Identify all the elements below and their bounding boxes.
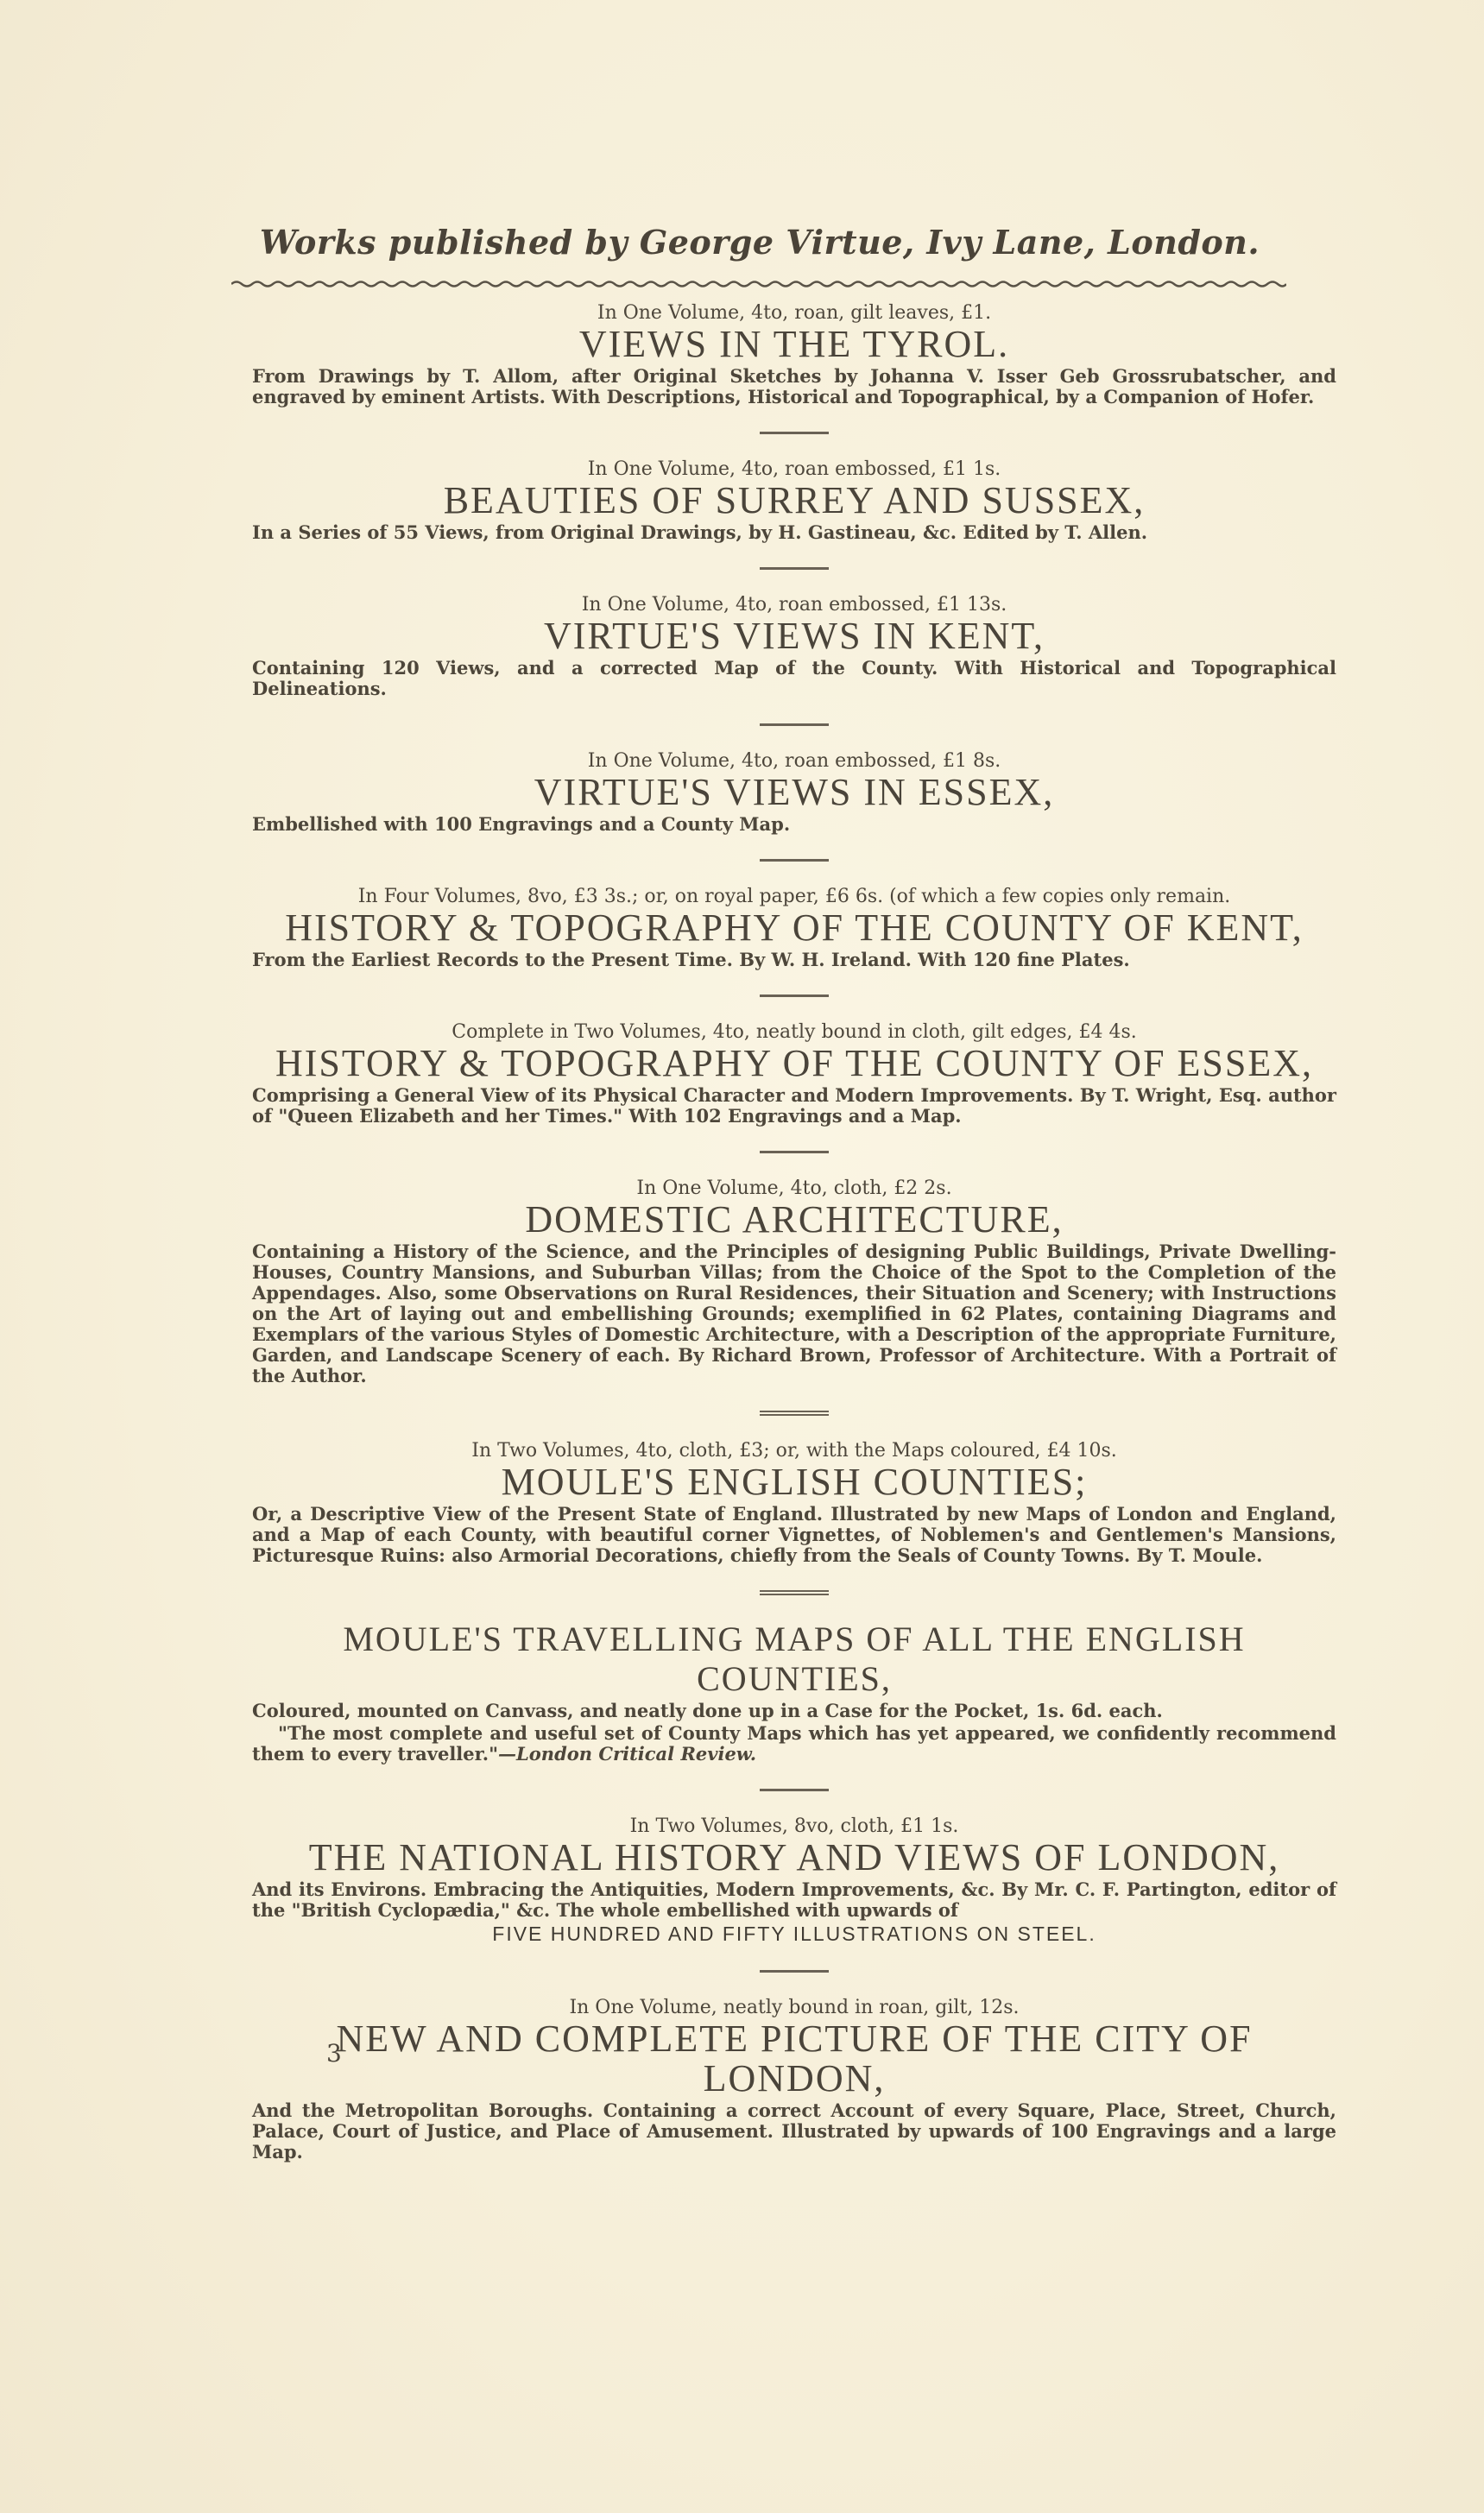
entry-edition: In Two Volumes, 8vo, cloth, £1 1s. xyxy=(629,1815,959,1837)
entry-description: In a Series of 55 Views, from Original Drawings, by H. Gastineau, &c. Edited by T. Allen. xyxy=(252,521,1148,543)
entry-description: And its Environs. Embracing the Antiquities, Modern Improvements, &c. By Mr. C. F. Partington, editor of the "British Cyclopædia," &c. The whole embellished with upwards of xyxy=(252,1878,1336,1921)
separator xyxy=(760,859,829,862)
entry-national-history-london xyxy=(252,1815,1336,1946)
page-number: 3 xyxy=(326,2039,342,2068)
entry-moules-travelling-maps xyxy=(252,1620,1336,1765)
entry-title: VIEWS IN THE TYROL. xyxy=(578,323,1010,365)
entry-views-essex xyxy=(252,750,1336,835)
separator xyxy=(760,432,829,434)
entry-title: VIRTUE'S VIEWS IN KENT, xyxy=(543,615,1045,657)
page-header: Works published by George Virtue, Ivy Lane, London. xyxy=(259,223,1260,262)
entry-description: Coloured, mounted on Canvass, and neatly done up in a Case for the Pocket, 1s. 6d. each. xyxy=(252,1700,1163,1721)
entry-title: MOULE'S ENGLISH COUNTIES; xyxy=(501,1461,1088,1503)
entry-picture-london xyxy=(252,1997,1336,2163)
entry-edition: In One Volume, 4to, roan embossed, £1 13s. xyxy=(581,594,1007,616)
entry-title: NEW AND COMPLETE PICTURE OF THE CITY OF LONDON, xyxy=(336,2017,1253,2099)
entry-title: MOULE'S TRAVELLING MAPS OF ALL THE ENGLISH COUNTIES, xyxy=(343,1620,1246,1698)
entry-description: Containing 120 Views, and a corrected Map of the County. With Historical and Topographical Delineations. xyxy=(252,657,1336,699)
entry-moules-counties xyxy=(252,1440,1336,1566)
separator xyxy=(760,567,829,570)
separator xyxy=(760,1970,829,1973)
entry-title: HISTORY & TOPOGRAPHY OF THE COUNTY OF ESSEX, xyxy=(275,1042,1314,1084)
separator xyxy=(760,1151,829,1153)
entry-title: DOMESTIC ARCHITECTURE, xyxy=(525,1198,1064,1241)
entry-description: From Drawings by T. Allom, after Original Sketches by Johanna V. Isser Geb Grossrubatscher, and engraved by eminent Artists. With Descriptions, Historical and Topographical, by a Companion of Hofer. xyxy=(252,365,1336,407)
entry-title: VIRTUE'S VIEWS IN ESSEX, xyxy=(534,771,1055,813)
entry-edition: In Four Volumes, 8vo, £3 3s.; or, on royal paper, £6 6s. (of which a few copies only remain. xyxy=(357,886,1231,907)
catalogue-list xyxy=(252,302,1336,2163)
entry-domestic-architecture xyxy=(252,1178,1336,1386)
separator xyxy=(760,994,829,997)
entry-title: HISTORY & TOPOGRAPHY OF THE COUNTY OF KENT, xyxy=(285,906,1304,949)
entry-review-quote xyxy=(252,1723,1336,1765)
separator xyxy=(760,1789,829,1791)
entry-edition: In One Volume, 4to, roan embossed, £1 1s. xyxy=(587,458,1001,480)
entry-description: Comprising a General View of its Physical Character and Modern Improvements. By T. Wright, Esq. author of "Queen Elizabeth and her Times." With 102 Engravings and a Map. xyxy=(252,1084,1336,1127)
wavy-rule xyxy=(231,278,1286,290)
entry-history-kent xyxy=(252,886,1336,970)
separator xyxy=(760,723,829,726)
entry-views-tyrol xyxy=(252,302,1336,407)
entry-description: Embellished with 100 Engravings and a County Map. xyxy=(252,813,791,835)
entry-description: From the Earliest Records to the Present Time. By W. H. Ireland. With 120 fine Plates. xyxy=(252,949,1130,970)
entry-title: THE NATIONAL HISTORY AND VIEWS OF LONDON, xyxy=(308,1836,1280,1878)
entry-history-essex xyxy=(252,1021,1336,1127)
entry-description: Or, a Descriptive View of the Present State of England. Illustrated by new Maps of London and England, and a Map of each County, with beautiful corner Vignettes, of Noblemen's and Gentlemen's Mansions, Picturesque Ruins: also Armorial Decorations, chiefly from the Seals of County Towns. By T. Moule. xyxy=(252,1503,1336,1566)
entry-views-kent xyxy=(252,594,1336,699)
separator xyxy=(760,1411,829,1416)
entry-edition: In One Volume, 4to, roan embossed, £1 8s. xyxy=(587,750,1001,772)
entry-edition: In One Volume, 4to, roan, gilt leaves, £1. xyxy=(597,302,992,324)
entry-beauties-surrey xyxy=(252,458,1336,543)
entry-edition: Complete in Two Volumes, 4to, neatly bound in cloth, gilt edges, £4 4s. xyxy=(452,1021,1137,1043)
separator xyxy=(760,1590,829,1595)
entry-description: Containing a History of the Science, and the Principles of designing Public Buildings, Private Dwelling-Houses, Country Mansions, and Suburban Villas; from the Choice of the Spot to the Completion of the Appendages. Also, some Observations on Rural Residences, their Situation and Scenery; with Instructions on the Art of laying out and embellishing Grounds; exemplified in 62 Plates, containing Diagrams and Exemplars of the various Styles of Domestic Architecture, with a Description of the appropriate Furniture, Garden, and Landscape Scenery of each. By Richard Brown, Professor of Architecture. With a Portrait of the Author. xyxy=(252,1241,1336,1386)
entry-title: BEAUTIES OF SURREY AND SUSSEX, xyxy=(443,479,1146,521)
entry-edition: In One Volume, neatly bound in roan, gilt, 12s. xyxy=(569,1997,1020,2018)
entry-illustrations-note: FIVE HUNDRED AND FIFTY ILLUSTRATIONS ON STEEL. xyxy=(492,1923,1096,1945)
review-quote-source: —London Critical Review. xyxy=(498,1743,757,1765)
entry-description: And the Metropolitan Boroughs. Containing a correct Account of every Square, Place, Street, Church, Palace, Court of Justice, and Place of Amusement. Illustrated by upwards of 100 Engravings and a large Map. xyxy=(252,2099,1336,2163)
entry-edition: In One Volume, 4to, cloth, £2 2s. xyxy=(636,1178,952,1199)
entry-edition: In Two Volumes, 4to, cloth, £3; or, with the Maps coloured, £4 10s. xyxy=(471,1440,1117,1462)
review-quote-text: "The most complete and useful set of County Maps which has yet appeared, we confidently recommend them to every traveller." xyxy=(252,1722,1336,1765)
